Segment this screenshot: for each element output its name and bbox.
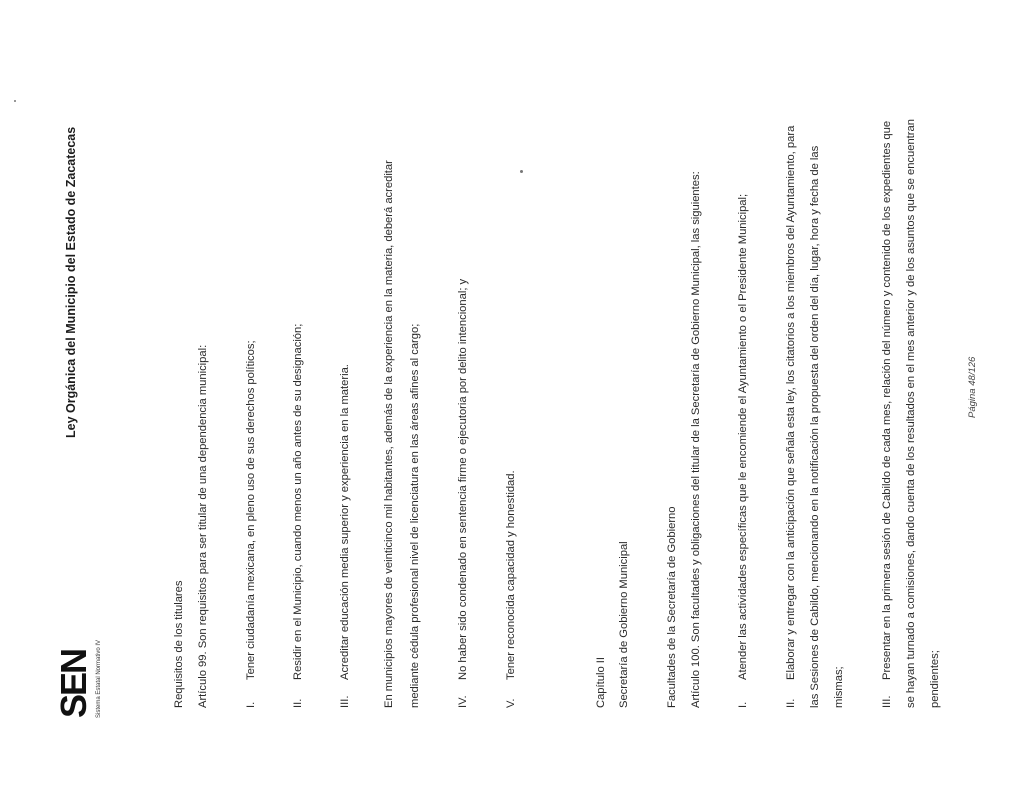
- scan-speck: [520, 170, 523, 173]
- list-item-text: Presentar en la primera sesión de Cabildo de cada mes, relación del número y contenido de los expedientes que: [881, 120, 893, 680]
- logo-mark: SEN: [53, 649, 94, 718]
- section-heading-facultades: Facultades de la Secretaría de Gobierno: [666, 506, 678, 708]
- list-item-number: II.: [785, 698, 797, 708]
- list-item-text: Tener ciudadanía mexicana, en pleno uso de sus derechos políticos;: [245, 340, 257, 680]
- list-item-number: III.: [881, 695, 893, 708]
- list-item-text: Elaborar y entregar con la anticipación que señala esta ley, los citatorios a los miembros del Ayuntamiento, para: [785, 125, 797, 680]
- list-item: [880, 121, 894, 708]
- list-item-text: Acreditar educación media superior y experiencia en la materia.: [339, 364, 351, 680]
- sen-logo: [54, 622, 112, 718]
- list-item-text: Tener reconocida capacidad y honestidad.: [505, 470, 517, 680]
- paragraph-line: En municipios mayores de veinticinco mil habitantes, además de la experiencia en la materia, deberá acreditar: [383, 160, 395, 708]
- list-item-text: Residir en el Municipio, cuando menos un año antes de su designación;: [292, 323, 304, 680]
- chapter-label: Capítulo II: [595, 657, 607, 708]
- list-item-number: I.: [245, 701, 257, 708]
- list-item-continuation: mismas;: [833, 666, 845, 708]
- list-item-number: III.: [339, 695, 351, 708]
- list-item-continuation: las Sesiones de Cabildo, mencionando en la notificación la propuesta del orden del día, lugar, hora y fecha de las: [809, 145, 821, 708]
- list-item: [291, 324, 305, 708]
- scan-speck: [14, 100, 16, 102]
- list-item-number: II.: [292, 698, 304, 708]
- list-item: [456, 279, 470, 708]
- list-item: [784, 126, 798, 708]
- list-item-number: IV.: [457, 695, 469, 708]
- list-item-continuation: pendientes;: [929, 650, 941, 708]
- document-title: Ley Orgánica del Municipio del Estado de Zacatecas: [64, 126, 78, 438]
- section-heading-titulares: Requisitos de los titulares: [173, 580, 185, 708]
- list-item-text: Atender las actividades específicas que le encomiende el Ayuntamiento o el Presidente Municipal;: [737, 193, 749, 680]
- list-item: [338, 364, 352, 708]
- paragraph-line: mediante cédula profesional nivel de licenciatura en las áreas afines al cargo;: [409, 323, 421, 708]
- list-item: [244, 340, 258, 708]
- list-item-number: I.: [737, 701, 749, 708]
- list-item-continuation: se hayan turnado a comisiones, dando cuenta de los resultados en el mes anterior y de los asuntos que se encuentran: [905, 119, 917, 708]
- logo-subtitle: Sistema Estatal Normativo IV: [96, 639, 102, 718]
- article-100: Artículo 100. Son facultades y obligaciones del titular de la Secretaría de Gobierno Municipal, las siguientes:: [690, 171, 702, 708]
- list-item-text: No haber sido condenado en sentencia firme o ejecutoria por delito intencional; y: [457, 278, 469, 680]
- page-number: Página 48/126: [967, 356, 978, 418]
- list-item: [736, 194, 750, 708]
- list-item-number: V.: [505, 698, 517, 708]
- chapter-name: Secretaría de Gobierno Municipal: [618, 541, 630, 708]
- list-item: [504, 470, 518, 708]
- article-99: Artículo 99. Son requisitos para ser titular de una dependencia municipal:: [197, 344, 209, 708]
